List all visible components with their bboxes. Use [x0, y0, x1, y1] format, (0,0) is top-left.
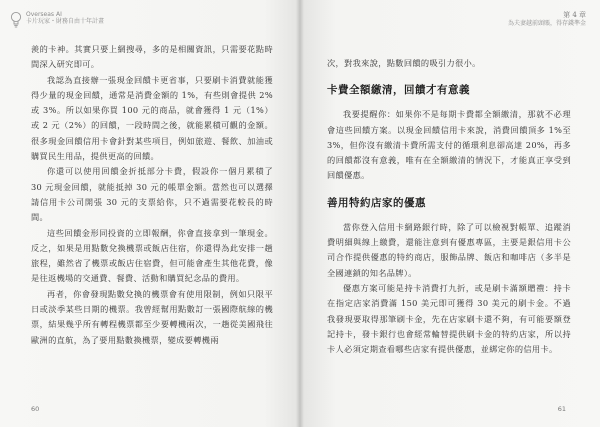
left-body-text: [31, 42, 273, 348]
paragraph: 優惠方案可能是持卡消費打九折，或是刷卡滿額贈禮：持卡在指定店家消費滿 150 美元即可獲得 30 美元的刷卡金。不過我發現要取得那筆刷卡金，先在店家刷卡還不夠，有可能要額登記持卡，發卡銀行也會經常輪替提供刷卡金的特約店家，所以持卡人必須定期查看哪些店家有提供優惠，並綁定你的信用卡。: [327, 282, 571, 355]
book-gutter: [296, 0, 304, 427]
paragraph: 當你登入信用卡網路銀行時，除了可以檢視對帳單、追蹤消費明細與線上繳費，還能注意到有優惠專區，主要是銀信用卡公司合作提供優惠的特約商店，服飾品牌、飯店和咖啡店（多半是全國連鎖的知名品牌）。: [327, 221, 571, 278]
paragraph: 次，對我來說，點數回饋的吸引力很小。: [327, 58, 481, 68]
paragraph: 再者，你會發現點數兌換的機票會有使用限制，例如只限平日或淡季某些日期的機票。我曾經幫用點數訂一張國際航線的機票，結果幾乎所有轉程機票都至少要轉機兩次，一趟從美國飛往歐洲的直航，為了要用點數換機票，變成要轉機兩: [31, 288, 273, 345]
book-subtitle: 卡片玩家・財務自由十年計畫: [26, 18, 105, 25]
chapter-title: 為夫妻越前頭賬，得存錢準金: [507, 20, 586, 27]
series-title: Overseas AI: [26, 11, 62, 18]
page-number-left: 60: [31, 405, 40, 413]
running-head-right: [508, 11, 586, 28]
paragraph: 這些回饋金形同投資的立即報酬，你會直接拿到一筆現金。反之，如果是用點數兌換機票或飯店住宿，你還得為此安排一趟旅程，雖然省了機票或飯店住宿費，但可能會產生其他花費，像是往返機場的交通費、餐費、活動和購買紀念品的費用。: [31, 227, 273, 284]
chapter-number: 第 4 章: [563, 11, 586, 19]
page-number-right: 61: [557, 405, 566, 413]
paragraph: 你還可以使用回饋金折抵部分卡費，假設你一個月累積了 30 元現金回饋，就能抵掉 30 元的帳單金額。當然也可以選擇請信用卡公司開張 30 元的支票給你，只不過需要花較長的時間。: [31, 166, 273, 223]
right-page: [300, 0, 600, 427]
paragraph: 我認為直接辦一張現金回饋卡更省事，只要刷卡消費就能獲得少量的現金回饋，通常是消費金額的 1%，有些則會提供 2%或 3%。所以如果你買 100 元的商品，就會獲得 1 元（1%）或 2 元（2%）的回饋，一段時間之後，就能累積可觀的金額。很多現金回饋信用卡會針對某些項目，例如旅遊、餐飲、加油或購買民生用品，提供更高的回饋。: [31, 74, 273, 162]
right-body-text: [327, 56, 571, 357]
paragraph: 我要提醒你：如果你不是每期卡費都全額繳清，那就不必理會這些回饋方案。以現金回饋信用卡來說，消費回饋頂多 1%至 3%，但你沒有繳清卡費所需支付的循環利息卻高達 20%，再多的回饋都沒有意義，唯有在全額繳清的情況下，才能真正享受到回饋優惠。: [327, 109, 571, 181]
running-head-left: [10, 11, 104, 29]
paragraph: 羨的卡神。其實只要上網搜尋，多的是相關資訊，只需要花點時間深入研究即可。: [31, 44, 273, 70]
lightbulb-icon: [10, 11, 22, 29]
section-heading: 卡費全額繳清，回饋才有意義: [327, 84, 470, 97]
section-heading: 善用特約店家的優惠: [327, 196, 426, 209]
